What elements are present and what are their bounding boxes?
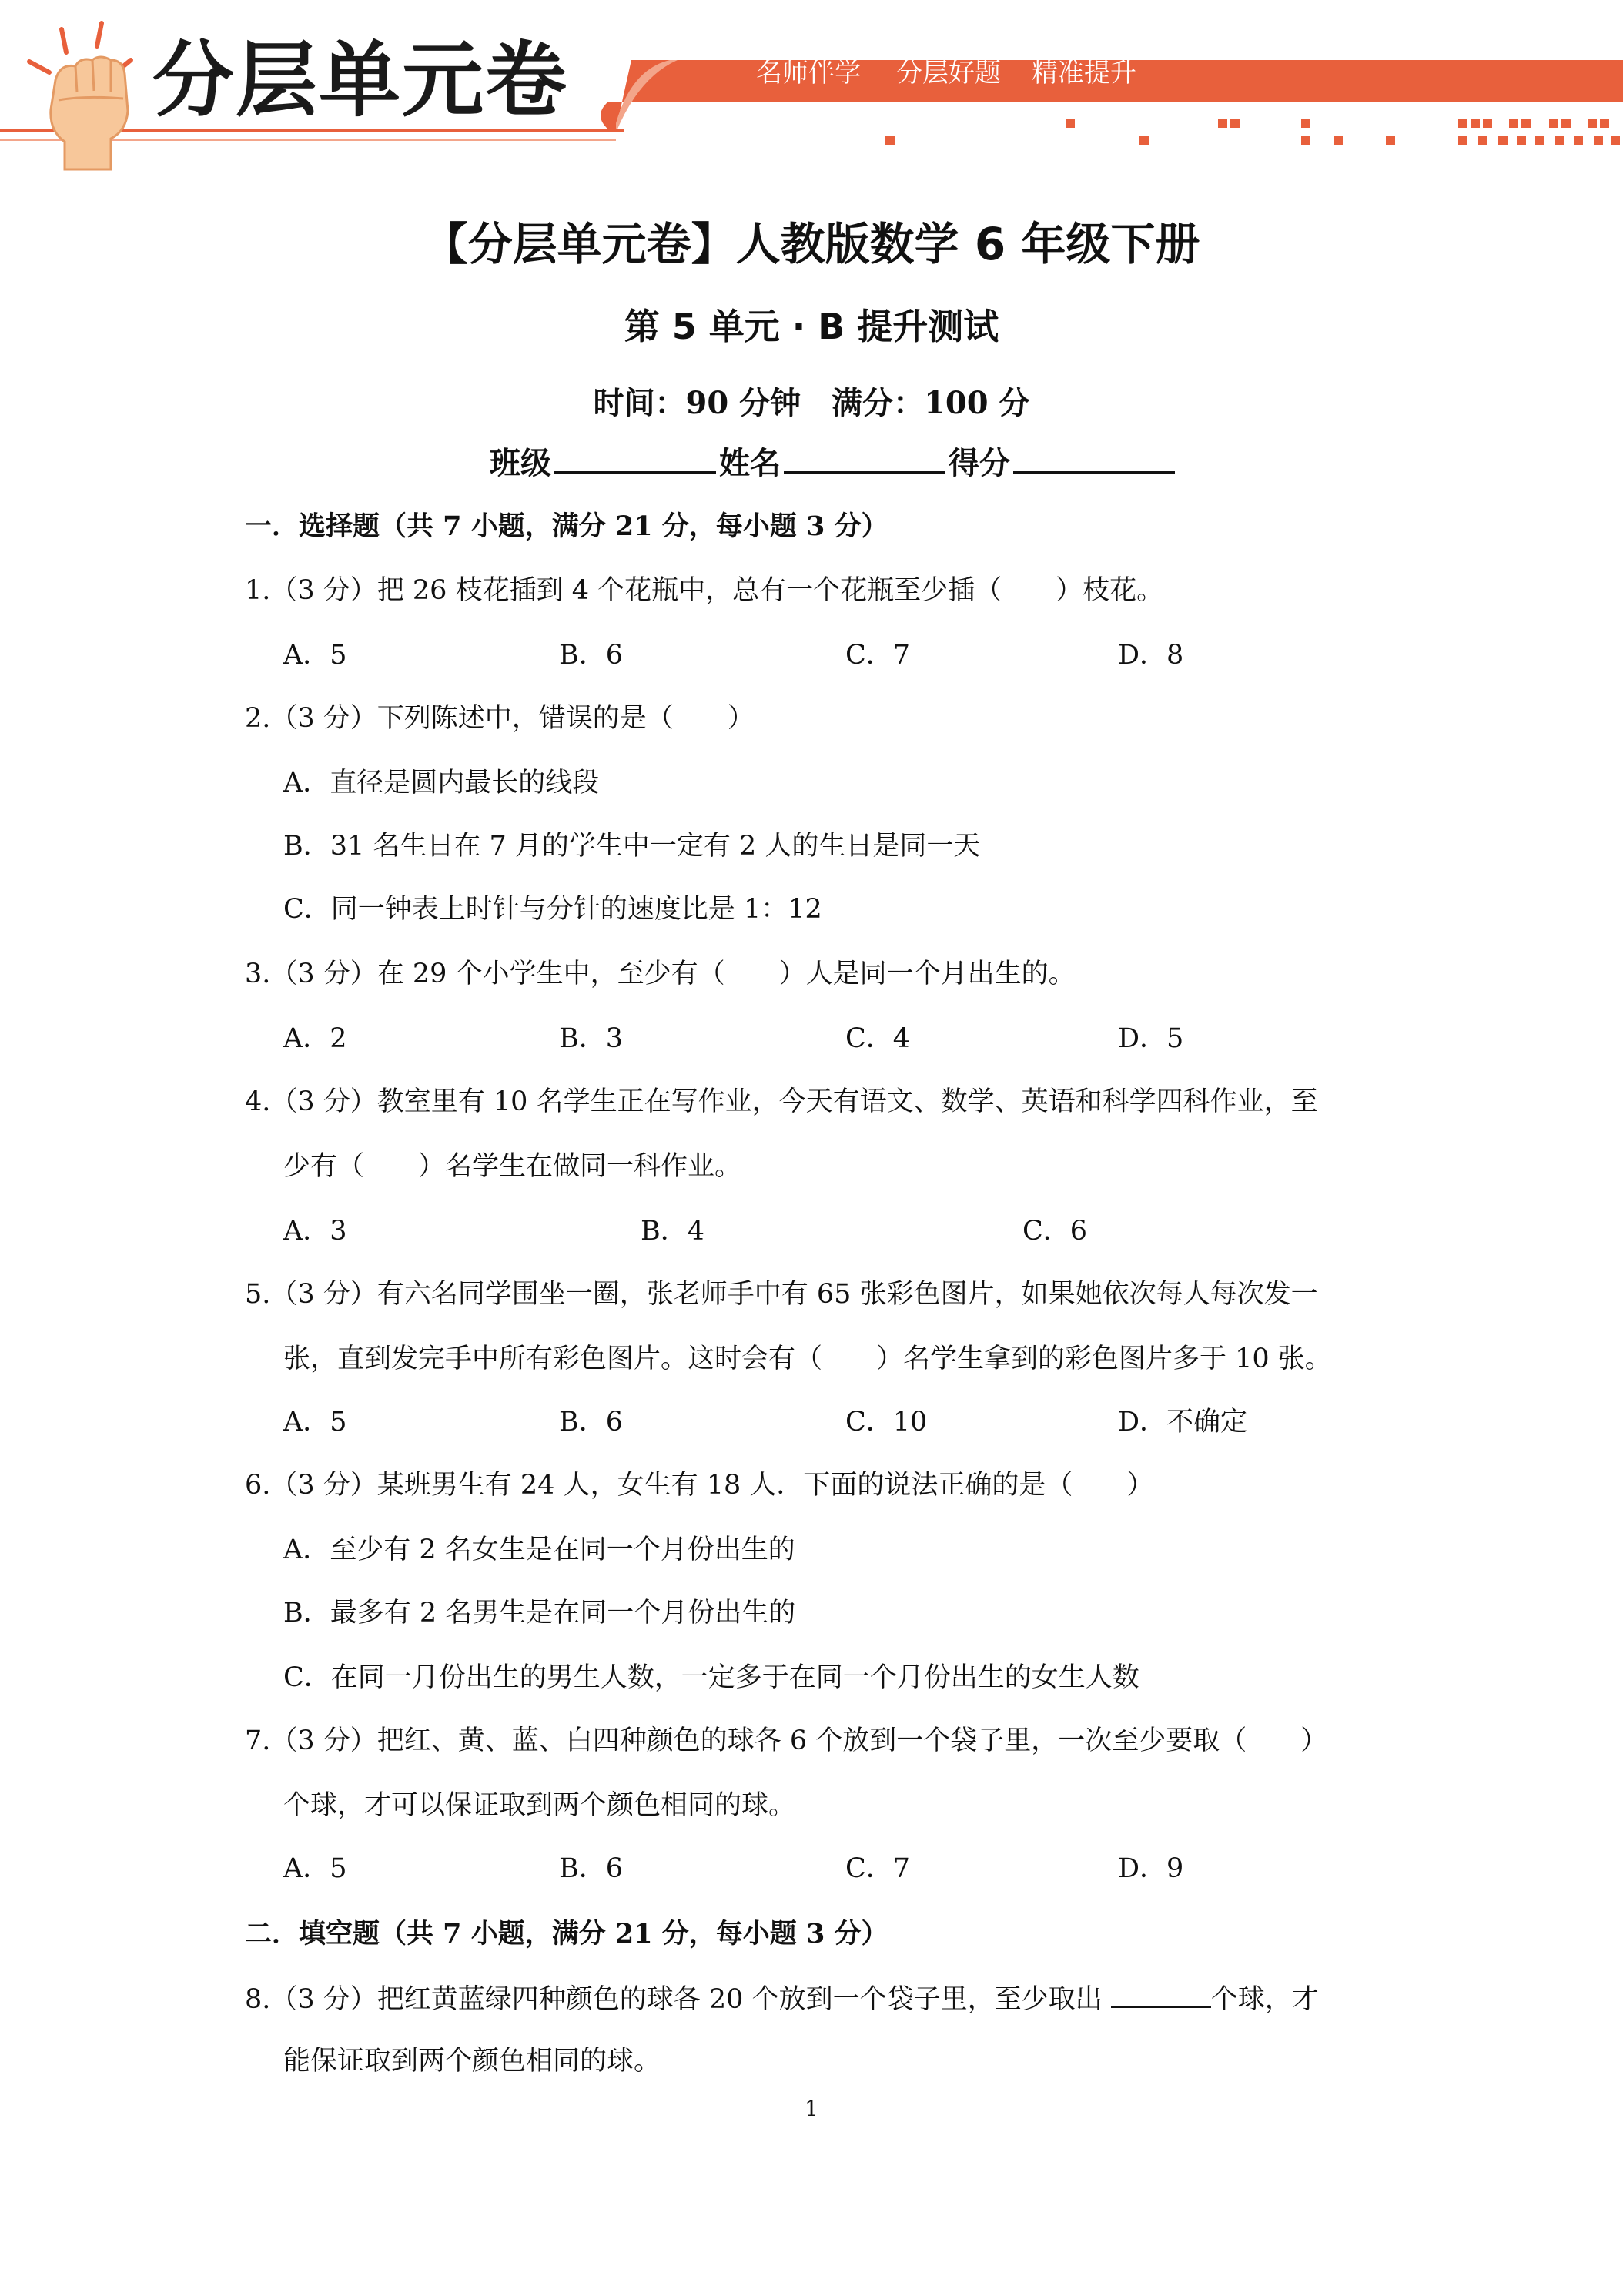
question-4-stem: 4.（3 分）教室里有 10 名学生正在写作业，今天有语文、数学、英语和科学四科作业，至 [245,1086,1318,1117]
question-8-stem [245,1983,1319,2013]
question-3-option-b[interactable]: B．3 [559,1023,623,1054]
slogan-1: 名师伴学 [756,58,861,89]
question-5-option-a[interactable]: A．5 [283,1407,347,1438]
class-label: 班级 [490,445,551,481]
question-5-option-c[interactable]: C．10 [845,1407,928,1438]
question-5-option-b[interactable]: B．6 [559,1407,623,1438]
question-1-option-b[interactable]: B．6 [559,640,623,671]
question-4-option-b[interactable]: B．4 [641,1216,704,1247]
question-6-option-b[interactable]: B．最多有 2 名男生是在同一个月份出生的 [283,1598,796,1628]
header-banner [0,0,1623,177]
question-7-option-a[interactable]: A．5 [283,1853,347,1884]
question-2-option-b[interactable]: B．31 名生日在 7 月的学生中一定有 2 人的生日是同一天 [283,831,981,862]
question-7-option-d[interactable]: D．9 [1118,1853,1184,1884]
dot-pattern [885,119,1620,145]
question-5-option-d[interactable]: D．不确定 [1118,1407,1248,1438]
page-number: 1 [805,2096,818,2121]
brand-title: 分层单元卷 [152,33,568,128]
student-info-line [490,439,1178,483]
question-5-stem: 5.（3 分）有六名同学围坐一圈，张老师手中有 65 张彩色图片，如果她依次每人每次发一 [245,1279,1318,1310]
name-label: 姓名 [719,445,781,481]
question-3-option-d[interactable]: D．5 [1118,1023,1184,1054]
question-4-option-c[interactable]: C．6 [1022,1216,1088,1247]
question-3-option-a[interactable]: A．2 [283,1023,347,1054]
question-2-option-c[interactable]: C．同一钟表上时针与分针的速度比是 1：12 [283,894,822,925]
question-8-stem-pre: 8.（3 分）把红黄蓝绿四种颜色的球各 20 个放到一个袋子里，至少取出 [245,1984,1103,2015]
section-1-heading: 一．选择题（共 7 小题，满分 21 分，每小题 3 分） [245,510,888,542]
question-8-answer-blank[interactable] [1111,1983,1211,2008]
question-8-stem-post: 个球，才 [1210,1984,1319,2015]
class-blank[interactable] [554,440,716,474]
question-1-stem: 1.（3 分）把 26 枝花插到 4 个花瓶中，总有一个花瓶至少插（ ）枝花。 [245,575,1164,606]
question-8-stem-cont: 能保证取到两个颜色相同的球。 [283,2046,661,2077]
slogan-3: 精准提升 [1032,58,1136,89]
question-6-stem: 6.（3 分）某班男生有 24 人，女生有 18 人．下面的说法正确的是（ ） [245,1470,1154,1501]
exam-time-score: 时间：90 分钟 满分：100 分 [593,385,1030,421]
question-4-stem-cont: 少有（ ）名学生在做同一科作业。 [283,1151,742,1182]
question-4-option-a[interactable]: A．3 [283,1216,347,1247]
question-3-stem: 3.（3 分）在 29 个小学生中，至少有（ ）人是同一个月出生的。 [245,959,1076,989]
raised-fist-icon [15,15,154,177]
question-6-option-c[interactable]: C．在同一月份出生的男生人数，一定多于在同一个月份出生的女生人数 [283,1662,1139,1693]
score-blank[interactable] [1013,440,1175,474]
question-1-option-a[interactable]: A．5 [283,640,347,671]
question-7-option-b[interactable]: B．6 [559,1853,623,1884]
exam-subtitle: 第 5 单元 · B 提升测试 [624,306,999,347]
question-5-stem-cont: 张，直到发完手中所有彩色图片。这时会有（ ）名学生拿到的彩色图片多于 10 张。 [283,1344,1332,1374]
question-6-option-a[interactable]: A．至少有 2 名女生是在同一个月份出生的 [283,1535,795,1565]
question-7-stem: 7.（3 分）把红、黄、蓝、白四种颜色的球各 6 个放到一个袋子里，一次至少要取（ ） [245,1725,1328,1756]
question-7-stem-cont: 个球，才可以保证取到两个颜色相同的球。 [283,1790,796,1821]
question-1-option-c[interactable]: C．7 [845,640,911,671]
question-2-option-a[interactable]: A．直径是圆内最长的线段 [283,768,600,798]
exam-title: 【分层单元卷】人教版数学 6 年级下册 [423,218,1200,270]
question-2-stem: 2.（3 分）下列陈述中，错误的是（ ） [245,703,755,734]
slogan-2: 分层好题 [896,58,1001,89]
score-label: 得分 [949,445,1010,481]
question-7-option-c[interactable]: C．7 [845,1853,911,1884]
section-2-heading: 二．填空题（共 7 小题，满分 21 分，每小题 3 分） [245,1918,888,1950]
name-blank[interactable] [784,440,945,474]
question-3-option-c[interactable]: C．4 [845,1023,911,1054]
question-1-option-d[interactable]: D．8 [1118,640,1184,671]
